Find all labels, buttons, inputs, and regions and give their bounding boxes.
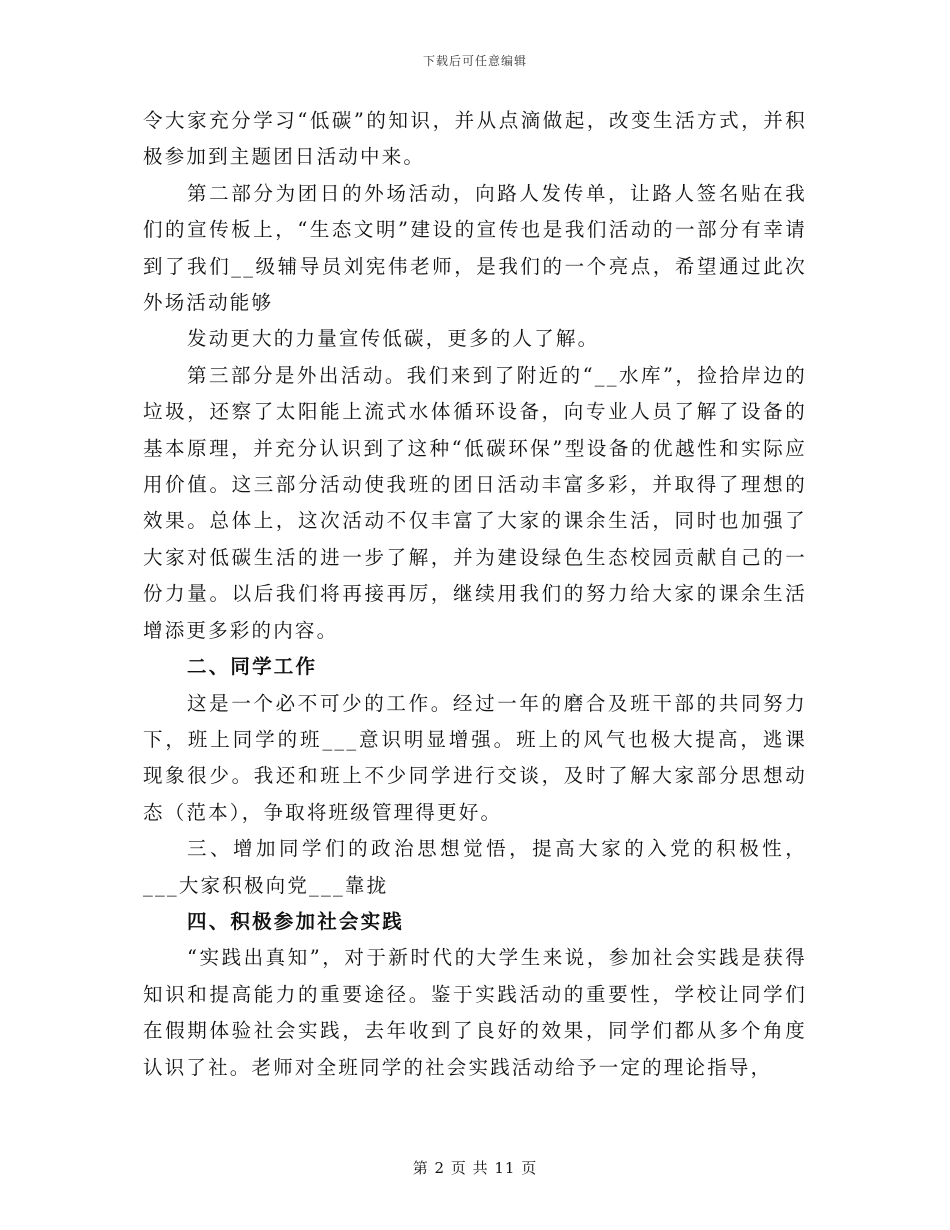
page-footer: 第 2 页 共 11 页 [412, 1159, 538, 1177]
section-heading: 二、同学工作 [187, 655, 318, 679]
paragraph: 这是一个必不可少的工作。经过一年的磨合及班干部的共同努力下，班上同学的班___意识明显增强。班上的风气也极大提高，逃课现象很少。我还和班上不少同学进行交谈，及时了解大家部分思想动态（范本），争取将班级管理得更好。 [143, 691, 807, 824]
paragraph: 三、增加同学们的政治思想觉悟，提高大家的入党的积极性，___大家积极向党___靠拢 [143, 837, 807, 897]
paragraph: 令大家充分学习“低碳”的知识，并从点滴做起，改变生活方式，并积极参加到主题团日活动中来。 [143, 109, 807, 169]
section-heading: 四、积极参加社会实践 [187, 909, 405, 933]
paragraph: 发动更大的力量宣传低碳，更多的人了解。 [187, 327, 600, 351]
paragraph: 第三部分是外出活动。我们来到了附近的“__水库”，捡拾岸边的垃圾，还察了太阳能上流式水体循环设备，向专业人员了解了设备的基本原理，并充分认识到了这种“低碳环保”型设备的优越性和实际应用价值。这三部分活动使我班的团日活动丰富多彩，并取得了理想的效果。总体上，这次活动不仅丰富了大家的课余生活，同时也加强了大家对低碳生活的进一步了解，并为建设绿色生态校园贡献自己的一份力量。以后我们将再接再厉，继续用我们的努力给大家的课余生活增添更多彩的内容。 [143, 363, 807, 642]
document-body [143, 103, 807, 1086]
paragraph: “实践出真知”，对于新时代的大学生来说，参加社会实践是获得知识和提高能力的重要途径。鉴于实践活动的重要性，学校让同学们在假期体验社会实践，去年收到了良好的效果，同学们都从多个角度认识了社。老师对全班同学的社会实践活动给予一定的理论指导， [143, 946, 807, 1079]
page-header: 下载后可任意编辑 [422, 54, 527, 68]
paragraph: 第二部分为团日的外场活动，向路人发传单，让路人签名贴在我们的宣传板上，“生态文明”建设的宣传也是我们活动的一部分有幸请到了我们__级辅导员刘宪伟老师，是我们的一个亮点，希望通过此次外场活动能够 [143, 181, 807, 315]
